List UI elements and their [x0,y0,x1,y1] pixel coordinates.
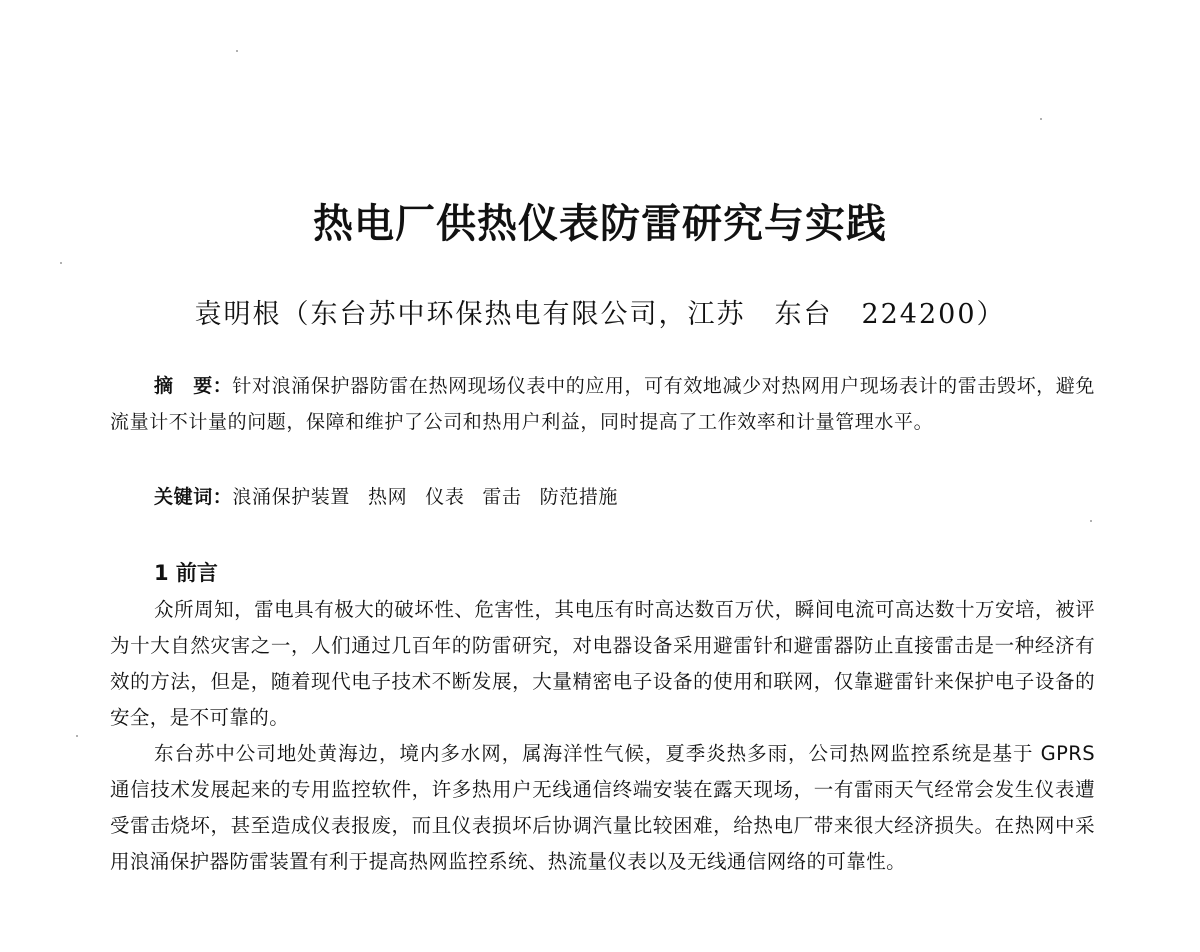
body-paragraph: 东台苏中公司地处黄海边，境内多水网，属海洋性气候，夏季炎热多雨，公司热网监控系统是基于 GPRS 通信技术发展起来的专用监控软件，许多热用户无线通信终端安装在露天现场，一有雷雨天气经常会发生仪表遭受雷击烧坏，甚至造成仪表报废，而且仪表损坏后协调汽量比较困难，给热电厂带来很大经济损失。在热网中采用浪涌保护器防雷装置有利于提高热网监控系统、热流量仪表以及无线通信网络的可靠性。 [110,742,1095,873]
abstract-label: 摘 要： [154,375,233,397]
scan-speck [1090,520,1092,522]
scan-speck [76,735,78,737]
author-affiliation: 袁明根（东台苏中环保热电有限公司，江苏 东台 224200） [194,299,1006,330]
scan-speck [1040,118,1042,120]
keywords [154,482,636,509]
paper-title: 热电厂供热仪表防雷研究与实践 [313,201,887,247]
section-heading: 1 前言 [154,561,218,585]
abstract [110,368,1095,440]
body-paragraph: 众所周知，雷电具有极大的破坏性、危害性，其电压有时高达数百万伏，瞬间电流可高达数十万安培，被评为十大自然灾害之一，人们通过几百年的防雷研究，对电器设备采用避雷针和避雷器防止直接雷击是一种经济有效的方法，但是，随着现代电子技术不断发展，大量精密电子设备的使用和联网，仅靠避雷针来保护电子设备的安全，是不可靠的。 [110,598,1095,729]
keywords-label: 关键词： [154,486,233,508]
scan-speck [60,262,62,264]
keyword: 仪表 [425,486,465,508]
keyword: 防范措施 [539,486,619,508]
abstract-text: 针对浪涌保护器防雷在热网现场仪表中的应用，可有效地减少对热网用户现场表计的雷击毁坏，避免流量计不计量的问题，保障和维护了公司和热用户利益，同时提高了工作效率和计量管理水平。 [110,375,1095,433]
keyword: 热网 [368,486,408,508]
keyword: 雷击 [482,486,522,508]
scan-speck [236,50,238,52]
keyword: 浪涌保护装置 [232,486,351,508]
